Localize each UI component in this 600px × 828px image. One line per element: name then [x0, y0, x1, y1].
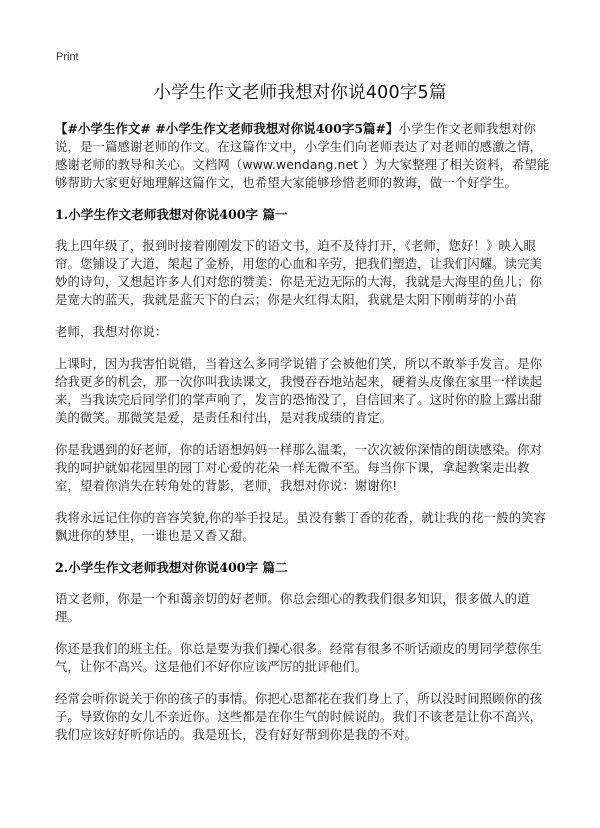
- section-heading: 2.小学生作文老师我想对你说400字 篇二: [55, 560, 288, 575]
- section-1: [55, 206, 551, 545]
- paragraph: 你是我遇到的好老师，你的话语想妈妈一样那么温柔，一次次被你深情的朗读感染。你对我的呵护就如花园里的园丁对心爱的花朵一样无微不至。每当你下课，拿起教案走出教室，望着你消失在转角处的背影，老师，我想对你说：谢谢你!: [55, 442, 543, 493]
- section-heading: 1.小学生作文老师我想对你说400字 篇一: [55, 207, 288, 222]
- paragraph: 经常会听你说关于你的孩子的事情。你把心思都花在我们身上了，所以没时间照顾你的孩子。导致你的女儿不亲近你。这些都是在你生气的时候说的。我们不该老是让你不高兴，我们应该好好听你话的。我是班长，没有好好帮到你是我的不对。: [55, 691, 543, 742]
- section-2: [55, 559, 551, 744]
- article-body: [55, 120, 551, 758]
- intro-paragraph: [55, 120, 551, 192]
- paragraph: 我上四年级了，报到时接着刚刚发下的语文书，迫不及待打开，《老师，您好！》映入眼帘。您铺设了大道，架起了金桥，用您的心血和辛劳，把我们塑造，让我们闪耀。读完美妙的诗句，又想起许多人们对您的赞美：你是无边无际的大海，我就是大海里的鱼儿；你是宽大的蓝天，我就是蓝天下的白云；你是火红得太阳，我就是太阳下刚萌芽的小苗: [55, 238, 543, 307]
- intro-tags: 【#小学生作文# #小学生作文老师我想对你说400字5篇#】: [55, 121, 399, 136]
- paragraph: 语文老师，你是一个和蔼亲切的好老师。你总会细心的教我们很多知识，很多做人的道理。: [55, 591, 530, 624]
- paragraph: 我将永远记住你的音容笑貌,你的举手投足。虽没有紫丁香的花香，就让我的花一般的笑容飘进你的梦里，一谁也是又香又甜。: [55, 510, 547, 543]
- print-link[interactable]: Print: [56, 51, 79, 63]
- paragraph: 老师，我想对你说：: [55, 324, 168, 339]
- paragraph: 你还是我们的班主任。你总是要为我们操心很多。经常有很多不听话顽皮的男同学惹你生气，让你不高兴。这是他们不好你应该严厉的批评他们。: [55, 641, 543, 674]
- page-title: 小学生作文老师我想对你说400字5篇: [153, 83, 447, 103]
- paragraph: 上课时，因为我害怕说错，当着这么多同学说错了会被他们笑，所以不敢举手发言。是你给我更多的机会，那一次你叫我读课文，我慢吞吞地站起来，硬着头皮像在家里一样读起来，当我读完后同学们的掌声响了，发言的恐怖没了，自信回来了。这时你的脸上露出甜美的微笑。那微笑是爱，是责任和付出，是对我成绩的肯定。: [55, 356, 543, 425]
- intro-text: 小学生作文老师我想对你说，是一篇感谢老师的作文。在这篇作文中，小学生们向老师表达了对老师的感激之情，感谢老师的教导和关心。文档网（www.wendang.net ）为大家整理了相关资料，希望能够帮助大家更好地理解这篇作文，也希望大家能够珍惜老师的教诲，做一个好学生。: [55, 121, 550, 190]
